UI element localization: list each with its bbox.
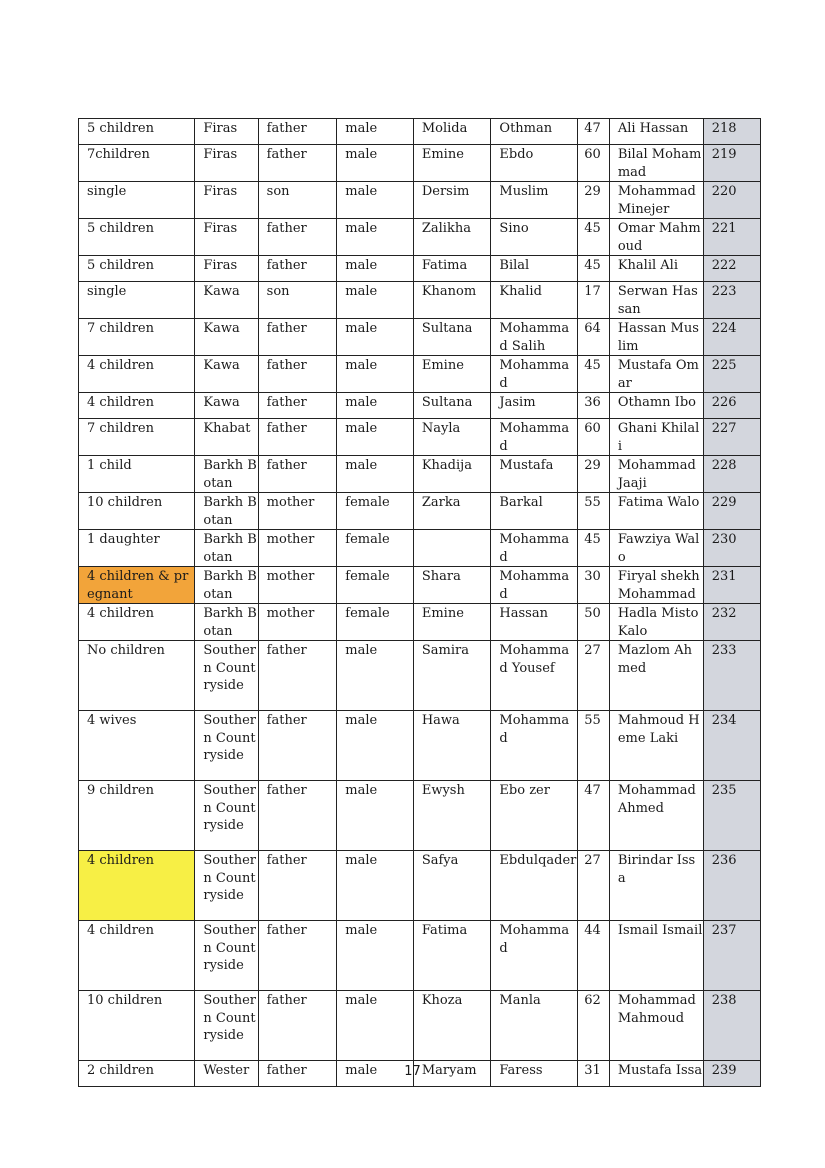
gender-cell: male — [337, 781, 414, 851]
mother-name-cell: Sultana — [413, 319, 491, 356]
mother-name-cell: Sultana — [413, 393, 491, 419]
family-status-cell-highlighted: 4 children — [79, 851, 195, 921]
role-cell: father — [258, 219, 337, 256]
page-number: 17 — [404, 1064, 421, 1079]
role-cell: father — [258, 921, 337, 991]
family-status-cell: 7children — [79, 145, 195, 182]
table-row — [79, 641, 761, 711]
family-status-cell: 5 children — [79, 119, 195, 145]
table-row — [79, 319, 761, 356]
mother-name-cell: Shara — [413, 567, 491, 604]
record-number-cell: 226 — [703, 393, 760, 419]
role-cell: mother — [258, 530, 337, 567]
record-number-cell: 221 — [703, 219, 760, 256]
full-name-cell: Mohammad Jaaji — [609, 456, 703, 493]
role-cell: father — [258, 711, 337, 781]
father-name-cell: Mohammad — [491, 419, 578, 456]
father-name-cell: Hassan — [491, 604, 578, 641]
age-cell: 44 — [578, 921, 610, 991]
table-row — [79, 419, 761, 456]
record-number-cell: 229 — [703, 493, 760, 530]
father-name-cell: Jasim — [491, 393, 578, 419]
gender-cell: male — [337, 393, 414, 419]
record-number-cell: 224 — [703, 319, 760, 356]
area-cell: Firas — [195, 256, 258, 282]
role-cell: father — [258, 641, 337, 711]
father-name-cell: Mohammad — [491, 921, 578, 991]
full-name-cell: Ali Hassan — [609, 119, 703, 145]
gender-cell: male — [337, 991, 414, 1061]
family-status-cell: 10 children — [79, 991, 195, 1061]
gender-cell: male — [337, 456, 414, 493]
full-name-cell: Ismail Ismail — [609, 921, 703, 991]
full-name-cell: Mustafa Omar — [609, 356, 703, 393]
gender-cell: male — [337, 711, 414, 781]
family-status-cell: single — [79, 182, 195, 219]
family-status-cell: 9 children — [79, 781, 195, 851]
area-cell: Barkh Botan — [195, 567, 258, 604]
full-name-cell: Ghani Khilali — [609, 419, 703, 456]
table-row — [79, 182, 761, 219]
record-number-cell: 227 — [703, 419, 760, 456]
table-row — [79, 991, 761, 1061]
age-cell: 55 — [578, 711, 610, 781]
mother-name-cell: Zalikha — [413, 219, 491, 256]
family-status-cell: 10 children — [79, 493, 195, 530]
gender-cell: male — [337, 256, 414, 282]
record-number-cell: 218 — [703, 119, 760, 145]
area-cell: Barkh Botan — [195, 604, 258, 641]
mother-name-cell: Molida — [413, 119, 491, 145]
record-number-cell: 233 — [703, 641, 760, 711]
age-cell: 45 — [578, 356, 610, 393]
full-name-cell: Omar Mahmoud — [609, 219, 703, 256]
age-cell: 27 — [578, 851, 610, 921]
area-cell: Southern Countryside — [195, 641, 258, 711]
family-status-cell: 4 children — [79, 921, 195, 991]
record-number-cell: 239 — [703, 1061, 760, 1087]
area-cell: Kawa — [195, 319, 258, 356]
role-cell: son — [258, 282, 337, 319]
role-cell: father — [258, 319, 337, 356]
age-cell: 47 — [578, 119, 610, 145]
gender-cell: male — [337, 282, 414, 319]
full-name-cell: Mazlom Ahmed — [609, 641, 703, 711]
role-cell: father — [258, 456, 337, 493]
family-status-cell: 5 children — [79, 256, 195, 282]
mother-name-cell: Khadija — [413, 456, 491, 493]
father-name-cell: Faress — [491, 1061, 578, 1087]
table-row — [79, 393, 761, 419]
table-row — [79, 256, 761, 282]
gender-cell: male — [337, 851, 414, 921]
age-cell: 45 — [578, 256, 610, 282]
family-status-cell: 1 child — [79, 456, 195, 493]
table-row — [79, 781, 761, 851]
family-status-cell: 2 children — [79, 1061, 195, 1087]
area-cell: Kawa — [195, 282, 258, 319]
age-cell: 45 — [578, 219, 610, 256]
age-cell: 64 — [578, 319, 610, 356]
age-cell: 27 — [578, 641, 610, 711]
family-status-cell: 4 children — [79, 604, 195, 641]
record-number-cell: 235 — [703, 781, 760, 851]
area-cell: Kawa — [195, 356, 258, 393]
records-table — [78, 118, 761, 1087]
record-number-cell: 236 — [703, 851, 760, 921]
father-name-cell: Manla — [491, 991, 578, 1061]
father-name-cell: Ebdo — [491, 145, 578, 182]
mother-name-cell: Emine — [413, 604, 491, 641]
area-cell: Barkh Botan — [195, 530, 258, 567]
area-cell: Southern Countryside — [195, 781, 258, 851]
father-name-cell: Khalid — [491, 282, 578, 319]
role-cell: father — [258, 851, 337, 921]
role-cell: son — [258, 182, 337, 219]
age-cell: 29 — [578, 182, 610, 219]
mother-name-cell: Maryam — [413, 1061, 491, 1087]
family-status-cell: 1 daughter — [79, 530, 195, 567]
father-name-cell: Mohammad — [491, 711, 578, 781]
role-cell: father — [258, 256, 337, 282]
role-cell: father — [258, 393, 337, 419]
father-name-cell: Ebdulqader — [491, 851, 578, 921]
full-name-cell: Mohammad Mahmoud — [609, 991, 703, 1061]
record-number-cell: 237 — [703, 921, 760, 991]
age-cell: 31 — [578, 1061, 610, 1087]
age-cell: 50 — [578, 604, 610, 641]
full-name-cell: Bilal Mohammad — [609, 145, 703, 182]
record-number-cell: 238 — [703, 991, 760, 1061]
table-row — [79, 711, 761, 781]
table-row — [79, 456, 761, 493]
gender-cell: female — [337, 493, 414, 530]
area-cell: Kawa — [195, 393, 258, 419]
family-status-cell: 5 children — [79, 219, 195, 256]
role-cell: father — [258, 145, 337, 182]
father-name-cell: Othman — [491, 119, 578, 145]
age-cell: 62 — [578, 991, 610, 1061]
age-cell: 45 — [578, 530, 610, 567]
full-name-cell: Mustafa Issa — [609, 1061, 703, 1087]
area-cell: Firas — [195, 182, 258, 219]
area-cell: Khabat — [195, 419, 258, 456]
gender-cell: male — [337, 419, 414, 456]
family-status-cell: No children — [79, 641, 195, 711]
table-row — [79, 145, 761, 182]
family-status-cell: 7 children — [79, 319, 195, 356]
area-cell: Firas — [195, 219, 258, 256]
role-cell: father — [258, 1061, 337, 1087]
family-status-cell: 4 children — [79, 356, 195, 393]
mother-name-cell: Safya — [413, 851, 491, 921]
record-number-cell: 228 — [703, 456, 760, 493]
full-name-cell: Serwan Hassan — [609, 282, 703, 319]
area-cell: Firas — [195, 119, 258, 145]
role-cell: mother — [258, 604, 337, 641]
family-status-cell: 7 children — [79, 419, 195, 456]
full-name-cell: Firyal shekh Mohammad — [609, 567, 703, 604]
gender-cell: female — [337, 604, 414, 641]
record-number-cell: 231 — [703, 567, 760, 604]
full-name-cell: Othamn Ibo — [609, 393, 703, 419]
table-row — [79, 219, 761, 256]
family-status-cell: single — [79, 282, 195, 319]
father-name-cell: Ebo zer — [491, 781, 578, 851]
age-cell: 36 — [578, 393, 610, 419]
mother-name-cell: Khoza — [413, 991, 491, 1061]
record-number-cell: 234 — [703, 711, 760, 781]
full-name-cell: Mohammad Minejer — [609, 182, 703, 219]
mother-name-cell: Emine — [413, 145, 491, 182]
role-cell: mother — [258, 493, 337, 530]
role-cell: father — [258, 356, 337, 393]
father-name-cell: Mohammad — [491, 356, 578, 393]
father-name-cell: Bilal — [491, 256, 578, 282]
full-name-cell: Mohammad Ahmed — [609, 781, 703, 851]
family-status-cell: 4 children — [79, 393, 195, 419]
mother-name-cell — [413, 530, 491, 567]
area-cell: Firas — [195, 145, 258, 182]
role-cell: father — [258, 419, 337, 456]
record-number-cell: 222 — [703, 256, 760, 282]
record-number-cell: 232 — [703, 604, 760, 641]
area-cell: Barkh Botan — [195, 493, 258, 530]
father-name-cell: Mustafa — [491, 456, 578, 493]
age-cell: 60 — [578, 419, 610, 456]
area-cell: Barkh Botan — [195, 456, 258, 493]
father-name-cell: Muslim — [491, 182, 578, 219]
full-name-cell: Hassan Muslim — [609, 319, 703, 356]
table-row — [79, 921, 761, 991]
father-name-cell: Mohammad Yousef — [491, 641, 578, 711]
role-cell: father — [258, 119, 337, 145]
role-cell: father — [258, 991, 337, 1061]
gender-cell: male — [337, 319, 414, 356]
father-name-cell: Mohammad — [491, 567, 578, 604]
gender-cell: male — [337, 119, 414, 145]
role-cell: mother — [258, 567, 337, 604]
table-row — [79, 356, 761, 393]
area-cell: Wester — [195, 1061, 258, 1087]
mother-name-cell: Fatima — [413, 256, 491, 282]
full-name-cell: Birindar Issa — [609, 851, 703, 921]
mother-name-cell: Emine — [413, 356, 491, 393]
full-name-cell: Khalil Ali — [609, 256, 703, 282]
area-cell: Southern Countryside — [195, 851, 258, 921]
table-row — [79, 530, 761, 567]
record-number-cell: 219 — [703, 145, 760, 182]
full-name-cell: Mahmoud Heme Laki — [609, 711, 703, 781]
mother-name-cell: Hawa — [413, 711, 491, 781]
mother-name-cell: Nayla — [413, 419, 491, 456]
role-cell: father — [258, 781, 337, 851]
table-row — [79, 493, 761, 530]
gender-cell: female — [337, 530, 414, 567]
table-row — [79, 282, 761, 319]
family-status-cell-highlighted: 4 children & pregnant — [79, 567, 195, 604]
father-name-cell: Mohammad — [491, 530, 578, 567]
full-name-cell: Fatima Walo — [609, 493, 703, 530]
gender-cell: male — [337, 219, 414, 256]
gender-cell: male — [337, 921, 414, 991]
age-cell: 47 — [578, 781, 610, 851]
record-number-cell: 225 — [703, 356, 760, 393]
full-name-cell: Hadla Misto Kalo — [609, 604, 703, 641]
family-status-cell: 4 wives — [79, 711, 195, 781]
age-cell: 29 — [578, 456, 610, 493]
mother-name-cell: Samira — [413, 641, 491, 711]
mother-name-cell: Ewysh — [413, 781, 491, 851]
table-row — [79, 604, 761, 641]
age-cell: 55 — [578, 493, 610, 530]
gender-cell: female — [337, 567, 414, 604]
age-cell: 17 — [578, 282, 610, 319]
age-cell: 60 — [578, 145, 610, 182]
area-cell: Southern Countryside — [195, 991, 258, 1061]
record-number-cell: 220 — [703, 182, 760, 219]
gender-cell: male — [337, 1061, 414, 1087]
gender-cell: male — [337, 356, 414, 393]
mother-name-cell: Zarka — [413, 493, 491, 530]
area-cell: Southern Countryside — [195, 711, 258, 781]
mother-name-cell: Dersim — [413, 182, 491, 219]
father-name-cell: Sino — [491, 219, 578, 256]
mother-name-cell: Khanom — [413, 282, 491, 319]
age-cell: 30 — [578, 567, 610, 604]
father-name-cell: Barkal — [491, 493, 578, 530]
record-number-cell: 223 — [703, 282, 760, 319]
full-name-cell: Fawziya Walo — [609, 530, 703, 567]
gender-cell: male — [337, 145, 414, 182]
table-row — [79, 567, 761, 604]
record-number-cell: 230 — [703, 530, 760, 567]
table-row — [79, 119, 761, 145]
gender-cell: male — [337, 641, 414, 711]
area-cell: Southern Countryside — [195, 921, 258, 991]
gender-cell: male — [337, 182, 414, 219]
father-name-cell: Mohammad Salih — [491, 319, 578, 356]
table-row — [79, 851, 761, 921]
mother-name-cell: Fatima — [413, 921, 491, 991]
